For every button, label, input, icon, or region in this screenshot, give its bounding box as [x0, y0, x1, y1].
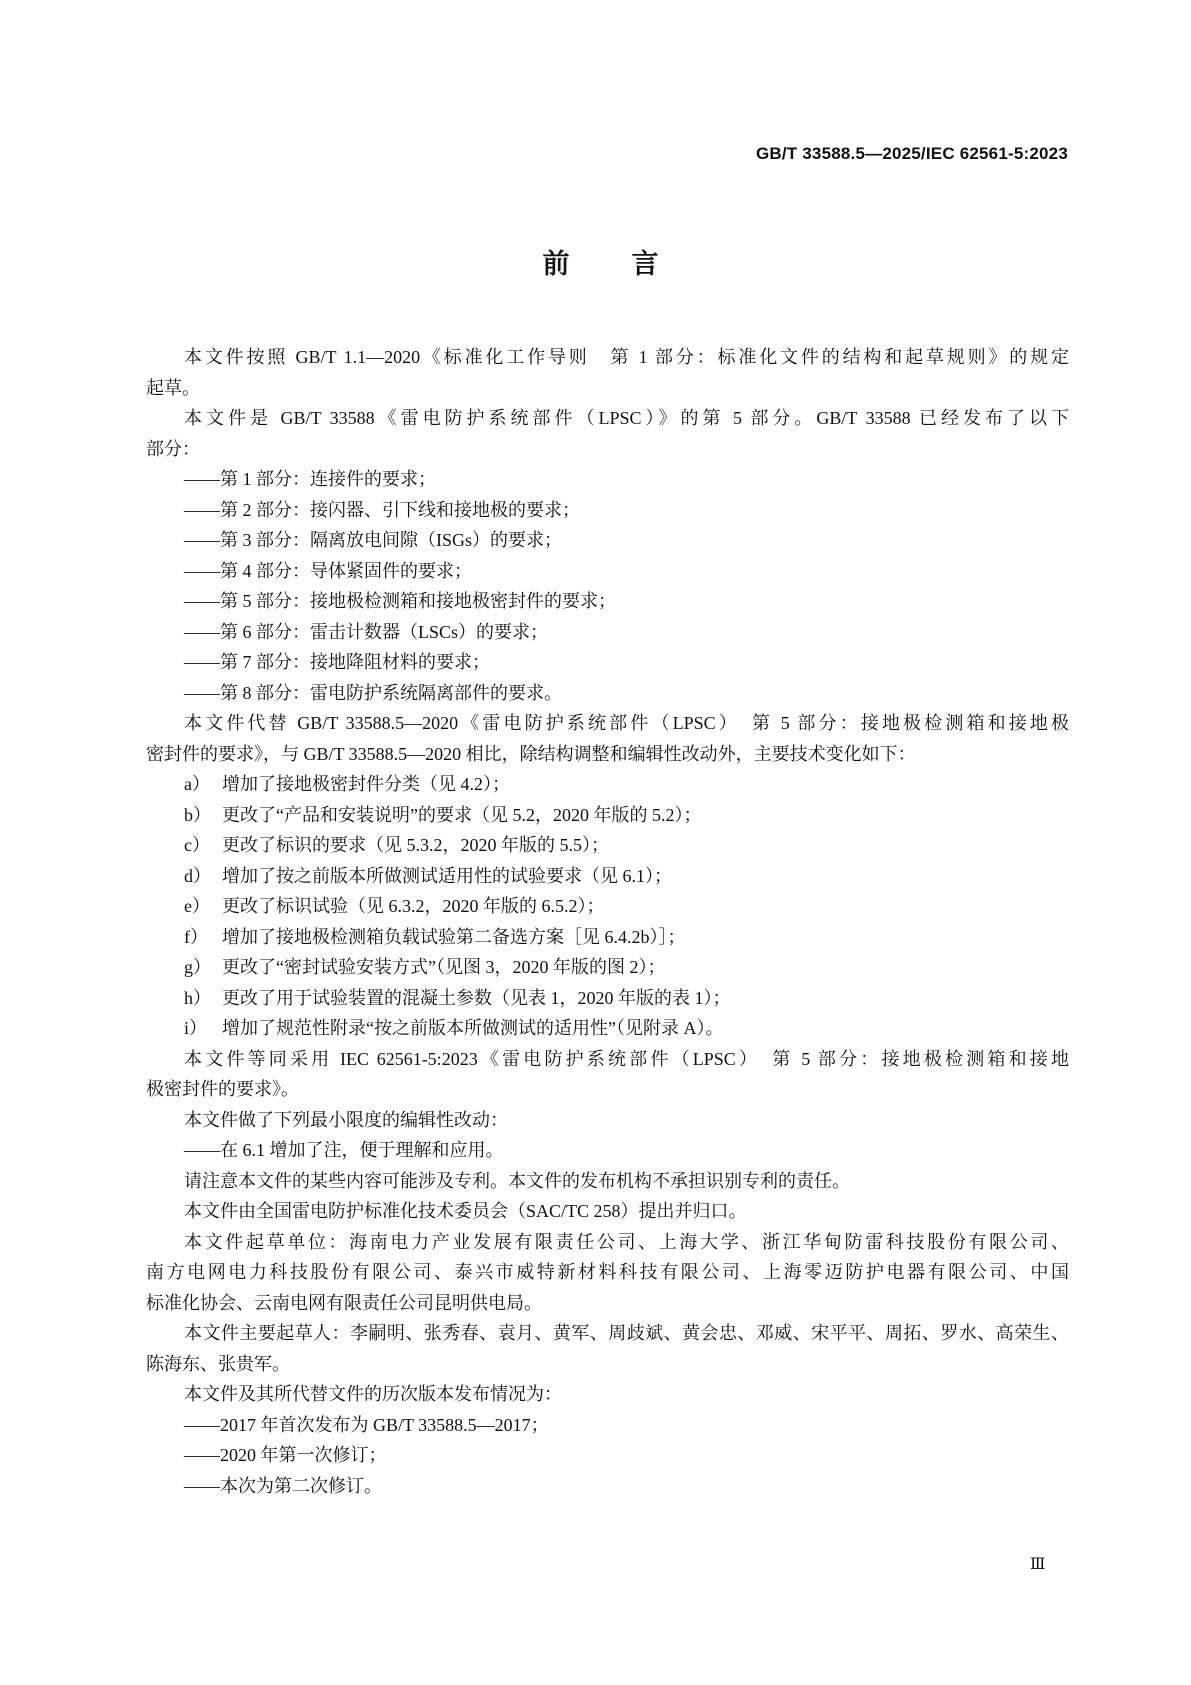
paragraph-line: ——第 1 部分：连接件的要求； [184, 469, 436, 489]
paragraph-continuation-line: 部分： [146, 438, 200, 459]
list-item-text: 更改了用于试验装置的混凝土参数（见表 1，2020 年版的表 1）； [222, 987, 731, 1008]
paragraph-line: ——第 8 部分：雷电防护系统隔离部件的要求。 [184, 682, 562, 703]
paragraph-line: 本文件等同采用 IEC 62561-5:2023《雷电防护系统部件（LPSC） 第 5 部分：接地极检测箱和接地 [184, 1048, 1069, 1069]
paragraph-continuation-line: 标准化协会、云南电网有限责任公司昆明供电局。 [146, 1292, 542, 1313]
paragraph-line: 本文件是 GB/T 33588《雷电防护系统部件（LPSC）》的第 5 部分。GB/T 33588 已经发布了以下 [184, 408, 1069, 428]
paragraph-line: ——2017 年首次发布为 GB/T 33588.5—2017； [184, 1414, 549, 1435]
list-item-text: 增加了按之前版本所做测试适用性的试验要求（见 6.1）； [222, 865, 672, 886]
change-list-item [146, 1013, 1069, 1044]
list-item-text: 增加了接地极密封件分类（见 4.2）； [222, 774, 510, 794]
paragraph-line: 本文件主要起草人：李嗣明、张秀春、袁月、黄军、周歧斌、黄会忠、邓威、宋平平、周拓、罗水、高荣生、 [184, 1323, 1069, 1343]
list-item-label: i） [184, 1018, 208, 1038]
paragraph-line: ——本次为第二次修订。 [184, 1475, 382, 1496]
paragraph-line: ——第 2 部分：接闪器、引下线和接地极的要求； [184, 499, 580, 520]
list-item-label: e） [184, 896, 210, 916]
paragraph-line: ——第 7 部分：接地降阻材料的要求； [184, 652, 490, 672]
paragraph-line: ——第 4 部分：导体紧固件的要求； [184, 560, 472, 581]
paragraph-line: 请注意本文件的某些内容可能涉及专利。本文件的发布机构不承担识别专利的责任。 [184, 1170, 850, 1191]
preface-body [146, 342, 1069, 1501]
list-item-label: f） [184, 926, 208, 947]
change-list-item [146, 830, 1069, 861]
paragraph-continuation-line: 密封件的要求》，与 GB/T 33588.5—2020 相比，除结构调整和编辑性改动外，主要技术变化如下： [146, 743, 916, 764]
list-item-label: d） [184, 865, 211, 886]
change-list-item [146, 861, 1069, 892]
paragraph-line: 本文件及其所代替文件的历次版本发布情况为： [184, 1384, 562, 1404]
page-number: Ⅲ [1030, 1556, 1046, 1573]
list-item-text: 更改了“产品和安装说明”的要求（见 5.2，2020 年版的 5.2）； [222, 804, 702, 825]
list-item-text: 更改了标识试验（见 6.3.2，2020 年版的 6.5.2）； [222, 896, 605, 916]
paragraph-line: ——第 5 部分：接地极检测箱和接地极密封件的要求； [184, 591, 616, 611]
paragraph-line: ——第 6 部分：雷击计数器（LSCs）的要求； [184, 621, 549, 642]
paragraph-line: 本文件按照 GB/T 1.1—2020《标准化工作导则 第 1 部分：标准化文件的结构和起草规则》的规定 [184, 347, 1069, 367]
standard-number-header: GB/T 33588.5—2025/IEC 62561-5:2023 [755, 144, 1068, 163]
paragraph-continuation-line: 南方电网电力科技股份有限公司、泰兴市威特新材料科技有限公司、上海零迈防护电器有限公司、中国 [146, 1262, 1069, 1282]
list-item-label: h） [184, 987, 211, 1008]
change-list-item [146, 891, 1069, 922]
paragraph-continuation-line: 极密封件的要求》。 [146, 1079, 299, 1099]
list-item-text: 增加了规范性附录“按之前版本所做测试的适用性”（见附录 A）。 [222, 1018, 724, 1038]
list-item-label: b） [184, 804, 211, 825]
list-item-text: 更改了“密封试验安装方式”（见图 3，2020 年版的图 2）； [222, 957, 666, 977]
change-list-item [146, 922, 1069, 953]
change-list-item [146, 769, 1069, 800]
change-list-item [146, 983, 1069, 1014]
paragraph-continuation-line: 起草。 [146, 377, 200, 398]
change-list-item [146, 800, 1069, 831]
paragraph-line: 本文件做了下列最小限度的编辑性改动： [184, 1109, 508, 1130]
page-title: 前言 [542, 249, 721, 280]
list-item-label: a） [184, 774, 210, 794]
paragraph-line: 本文件代替 GB/T 33588.5—2020《雷电防护系统部件（LPSC） 第 5 部分：接地极检测箱和接地极 [184, 713, 1069, 733]
paragraph-line: ——在 6.1 增加了注，便于理解和应用。 [184, 1140, 504, 1160]
paragraph-continuation-line: 陈海东、张贵军。 [146, 1353, 290, 1374]
change-list-item [146, 952, 1069, 983]
paragraph-line: 本文件由全国雷电防护标准化技术委员会（SAC/TC 258）提出并归口。 [184, 1201, 747, 1221]
list-item-label: c） [184, 835, 210, 855]
paragraph-line: 本文件起草单位：海南电力产业发展有限责任公司、上海大学、浙江华甸防雷科技股份有限公司、 [184, 1231, 1069, 1252]
list-item-text: 更改了标识的要求（见 5.3.2，2020 年版的 5.5）； [222, 835, 609, 855]
paragraph-line: ——2020 年第一次修订； [184, 1445, 387, 1465]
list-item-label: g） [184, 957, 211, 977]
paragraph-line: ——第 3 部分：隔离放电间隙（ISGs）的要求； [184, 530, 563, 550]
list-item-text: 增加了接地极检测箱负载试验第二备选方案［见 6.4.2b）］； [222, 926, 686, 947]
